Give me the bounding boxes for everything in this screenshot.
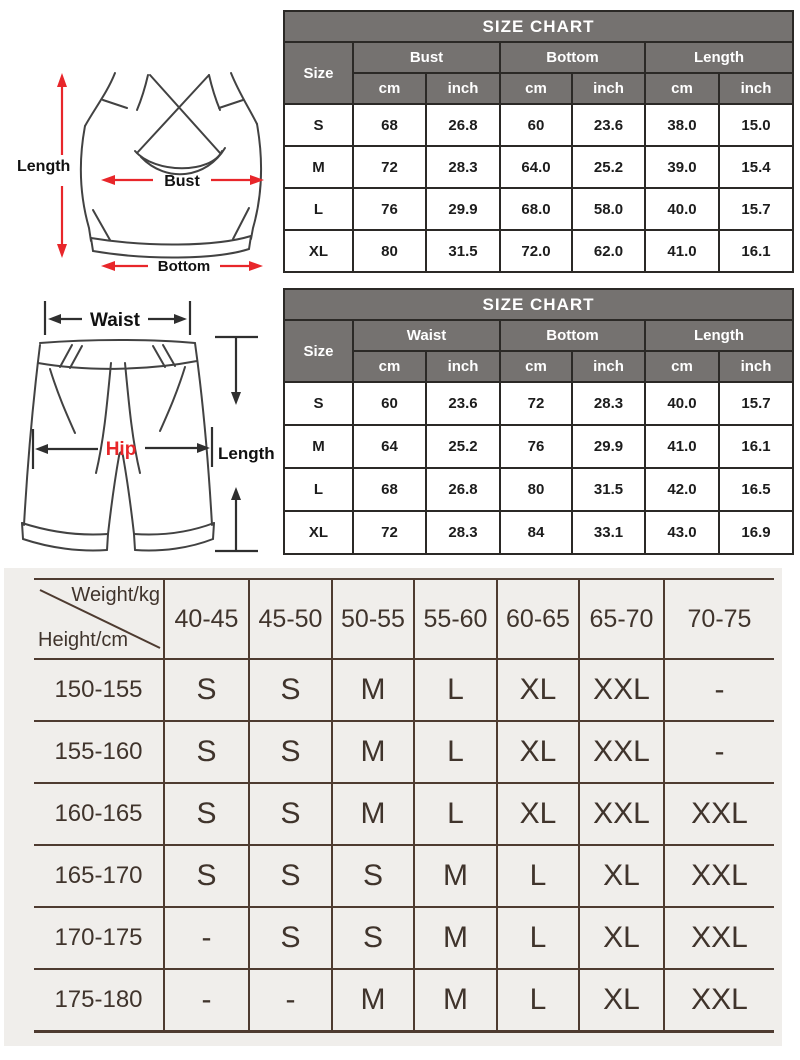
unit-header: inch — [719, 351, 793, 382]
recommended-size-cell: L — [497, 845, 579, 907]
table-row — [34, 907, 774, 969]
value-cell: 43.0 — [645, 511, 719, 554]
value-cell: 76 — [353, 188, 426, 230]
value-cell: 76 — [500, 425, 572, 468]
value-cell: 16.5 — [719, 468, 793, 511]
recommended-size-cell: - — [249, 969, 332, 1031]
recommended-size-cell: XL — [497, 783, 579, 845]
value-cell: 38.0 — [645, 104, 719, 146]
recommended-size-cell: XL — [497, 721, 579, 783]
value-cell: 33.1 — [572, 511, 645, 554]
recommended-size-cell: XL — [579, 969, 664, 1031]
height-range-cell: 160-165 — [34, 783, 164, 845]
recommended-size-cell: - — [164, 969, 249, 1031]
unit-header: inch — [426, 351, 500, 382]
size-cell: XL — [284, 230, 353, 272]
recommended-size-cell: M — [414, 907, 497, 969]
weight-range-header: 50-55 — [332, 579, 414, 659]
value-cell: 41.0 — [645, 425, 719, 468]
value-cell: 60 — [353, 382, 426, 425]
recommended-size-cell: XL — [579, 845, 664, 907]
table-row — [284, 230, 793, 272]
unit-header: cm — [645, 351, 719, 382]
value-cell: 72 — [353, 146, 426, 188]
recommended-size-cell: S — [164, 659, 249, 721]
value-cell: 31.5 — [572, 468, 645, 511]
recommended-size-cell: M — [332, 659, 414, 721]
height-range-cell: 150-155 — [34, 659, 164, 721]
value-cell: 25.2 — [572, 146, 645, 188]
recommended-size-cell: S — [249, 907, 332, 969]
value-cell: 58.0 — [572, 188, 645, 230]
weight-range-header: 60-65 — [497, 579, 579, 659]
recommended-size-cell: XXL — [579, 721, 664, 783]
size-cell: M — [284, 146, 353, 188]
value-cell: 28.3 — [426, 511, 500, 554]
recommended-size-cell: S — [249, 721, 332, 783]
value-cell: 72 — [500, 382, 572, 425]
table-row — [34, 659, 774, 721]
value-cell: 62.0 — [572, 230, 645, 272]
value-cell: 23.6 — [572, 104, 645, 146]
value-cell: 68.0 — [500, 188, 572, 230]
value-cell: 72.0 — [500, 230, 572, 272]
value-cell: 28.3 — [572, 382, 645, 425]
size-header: Size — [284, 320, 353, 382]
value-cell: 72 — [353, 511, 426, 554]
height-range-cell: 155-160 — [34, 721, 164, 783]
recommended-size-cell: XXL — [579, 659, 664, 721]
recommended-size-cell: XL — [497, 659, 579, 721]
table-row — [284, 382, 793, 425]
value-cell: 15.4 — [719, 146, 793, 188]
value-cell: 80 — [353, 230, 426, 272]
recommended-size-cell: XXL — [664, 783, 774, 845]
unit-header: cm — [500, 351, 572, 382]
size-cell: L — [284, 468, 353, 511]
unit-header: cm — [500, 73, 572, 104]
bra-diagram — [15, 58, 283, 283]
matrix-corner-cell — [34, 579, 164, 659]
size-cell: XL — [284, 511, 353, 554]
value-cell: 15.0 — [719, 104, 793, 146]
recommended-size-cell: S — [332, 845, 414, 907]
shorts-hip-label: Hip — [105, 439, 137, 460]
recommended-size-cell: M — [332, 721, 414, 783]
recommended-size-cell: S — [164, 783, 249, 845]
weight-axis-label: Weight/kg — [71, 584, 160, 606]
table-row — [284, 425, 793, 468]
recommended-size-cell: S — [164, 721, 249, 783]
recommended-size-cell: XXL — [579, 783, 664, 845]
size-cell: L — [284, 188, 353, 230]
value-cell: 29.9 — [572, 425, 645, 468]
recommended-size-cell: L — [414, 721, 497, 783]
bra-outline — [81, 73, 261, 258]
recommended-size-cell: M — [414, 845, 497, 907]
value-cell: 26.8 — [426, 468, 500, 511]
group-header-waist: Waist — [353, 320, 500, 351]
value-cell: 23.6 — [426, 382, 500, 425]
chart-title: SIZE CHART — [284, 11, 793, 42]
unit-header: inch — [572, 351, 645, 382]
value-cell: 39.0 — [645, 146, 719, 188]
height-axis-label: Height/cm — [38, 629, 129, 651]
height-range-cell: 170-175 — [34, 907, 164, 969]
size-header: Size — [284, 42, 353, 104]
shorts-size-chart-table — [283, 288, 794, 555]
chart-title: SIZE CHART — [284, 289, 793, 320]
weight-range-header: 65-70 — [579, 579, 664, 659]
weight-range-header: 40-45 — [164, 579, 249, 659]
bra-bust-label: Bust — [164, 173, 200, 190]
size-cell: S — [284, 104, 353, 146]
recommended-size-cell: M — [332, 969, 414, 1031]
recommended-size-cell: XXL — [664, 907, 774, 969]
group-header-bottom: Bottom — [500, 42, 645, 73]
value-cell: 16.9 — [719, 511, 793, 554]
weight-range-header: 70-75 — [664, 579, 774, 659]
table-row — [284, 188, 793, 230]
table-row — [284, 468, 793, 511]
value-cell: 64.0 — [500, 146, 572, 188]
recommended-size-cell: - — [664, 721, 774, 783]
recommended-size-cell: XXL — [664, 969, 774, 1031]
shorts-diagram — [10, 293, 280, 565]
height-weight-matrix-table — [34, 578, 774, 1033]
recommended-size-cell: M — [414, 969, 497, 1031]
value-cell: 68 — [353, 104, 426, 146]
table-row — [34, 783, 774, 845]
recommended-size-cell: M — [332, 783, 414, 845]
recommended-size-cell: - — [164, 907, 249, 969]
value-cell: 29.9 — [426, 188, 500, 230]
value-cell: 15.7 — [719, 382, 793, 425]
recommended-size-cell: L — [414, 783, 497, 845]
value-cell: 16.1 — [719, 230, 793, 272]
shorts-length-label: Length — [218, 444, 275, 463]
value-cell: 64 — [353, 425, 426, 468]
height-range-cell: 175-180 — [34, 969, 164, 1031]
value-cell: 28.3 — [426, 146, 500, 188]
recommended-size-cell: L — [497, 969, 579, 1031]
recommended-size-cell: S — [249, 845, 332, 907]
recommended-size-cell: L — [414, 659, 497, 721]
recommended-size-cell: XXL — [664, 845, 774, 907]
group-header-bottom: Bottom — [500, 320, 645, 351]
value-cell: 16.1 — [719, 425, 793, 468]
unit-header: cm — [645, 73, 719, 104]
unit-header: inch — [572, 73, 645, 104]
table-row — [284, 511, 793, 554]
shorts-waist-label: Waist — [90, 310, 140, 331]
value-cell: 25.2 — [426, 425, 500, 468]
weight-range-header: 45-50 — [249, 579, 332, 659]
value-cell: 31.5 — [426, 230, 500, 272]
value-cell: 68 — [353, 468, 426, 511]
group-header-bust: Bust — [353, 42, 500, 73]
group-header-length: Length — [645, 42, 793, 73]
recommended-size-cell: S — [249, 783, 332, 845]
bra-length-label: Length — [17, 158, 71, 175]
value-cell: 15.7 — [719, 188, 793, 230]
weight-range-header: 55-60 — [414, 579, 497, 659]
value-cell: 84 — [500, 511, 572, 554]
recommended-size-cell: S — [164, 845, 249, 907]
height-range-cell: 165-170 — [34, 845, 164, 907]
recommended-size-cell: L — [497, 907, 579, 969]
recommended-size-cell: S — [249, 659, 332, 721]
table-row — [284, 104, 793, 146]
size-cell: S — [284, 382, 353, 425]
unit-header: inch — [426, 73, 500, 104]
value-cell: 40.0 — [645, 188, 719, 230]
recommended-size-cell: S — [332, 907, 414, 969]
recommended-size-cell: XL — [579, 907, 664, 969]
table-row — [284, 146, 793, 188]
size-matrix-panel — [4, 568, 782, 1046]
value-cell: 40.0 — [645, 382, 719, 425]
value-cell: 60 — [500, 104, 572, 146]
size-cell: M — [284, 425, 353, 468]
value-cell: 41.0 — [645, 230, 719, 272]
bra-bottom-label: Bottom — [157, 258, 211, 275]
unit-header: inch — [719, 73, 793, 104]
value-cell: 80 — [500, 468, 572, 511]
group-header-length: Length — [645, 320, 793, 351]
bra-size-chart-table — [283, 10, 794, 273]
unit-header: cm — [353, 73, 426, 104]
table-row — [34, 721, 774, 783]
value-cell: 26.8 — [426, 104, 500, 146]
unit-header: cm — [353, 351, 426, 382]
table-row — [34, 845, 774, 907]
table-row — [34, 969, 774, 1031]
recommended-size-cell: - — [664, 659, 774, 721]
value-cell: 42.0 — [645, 468, 719, 511]
